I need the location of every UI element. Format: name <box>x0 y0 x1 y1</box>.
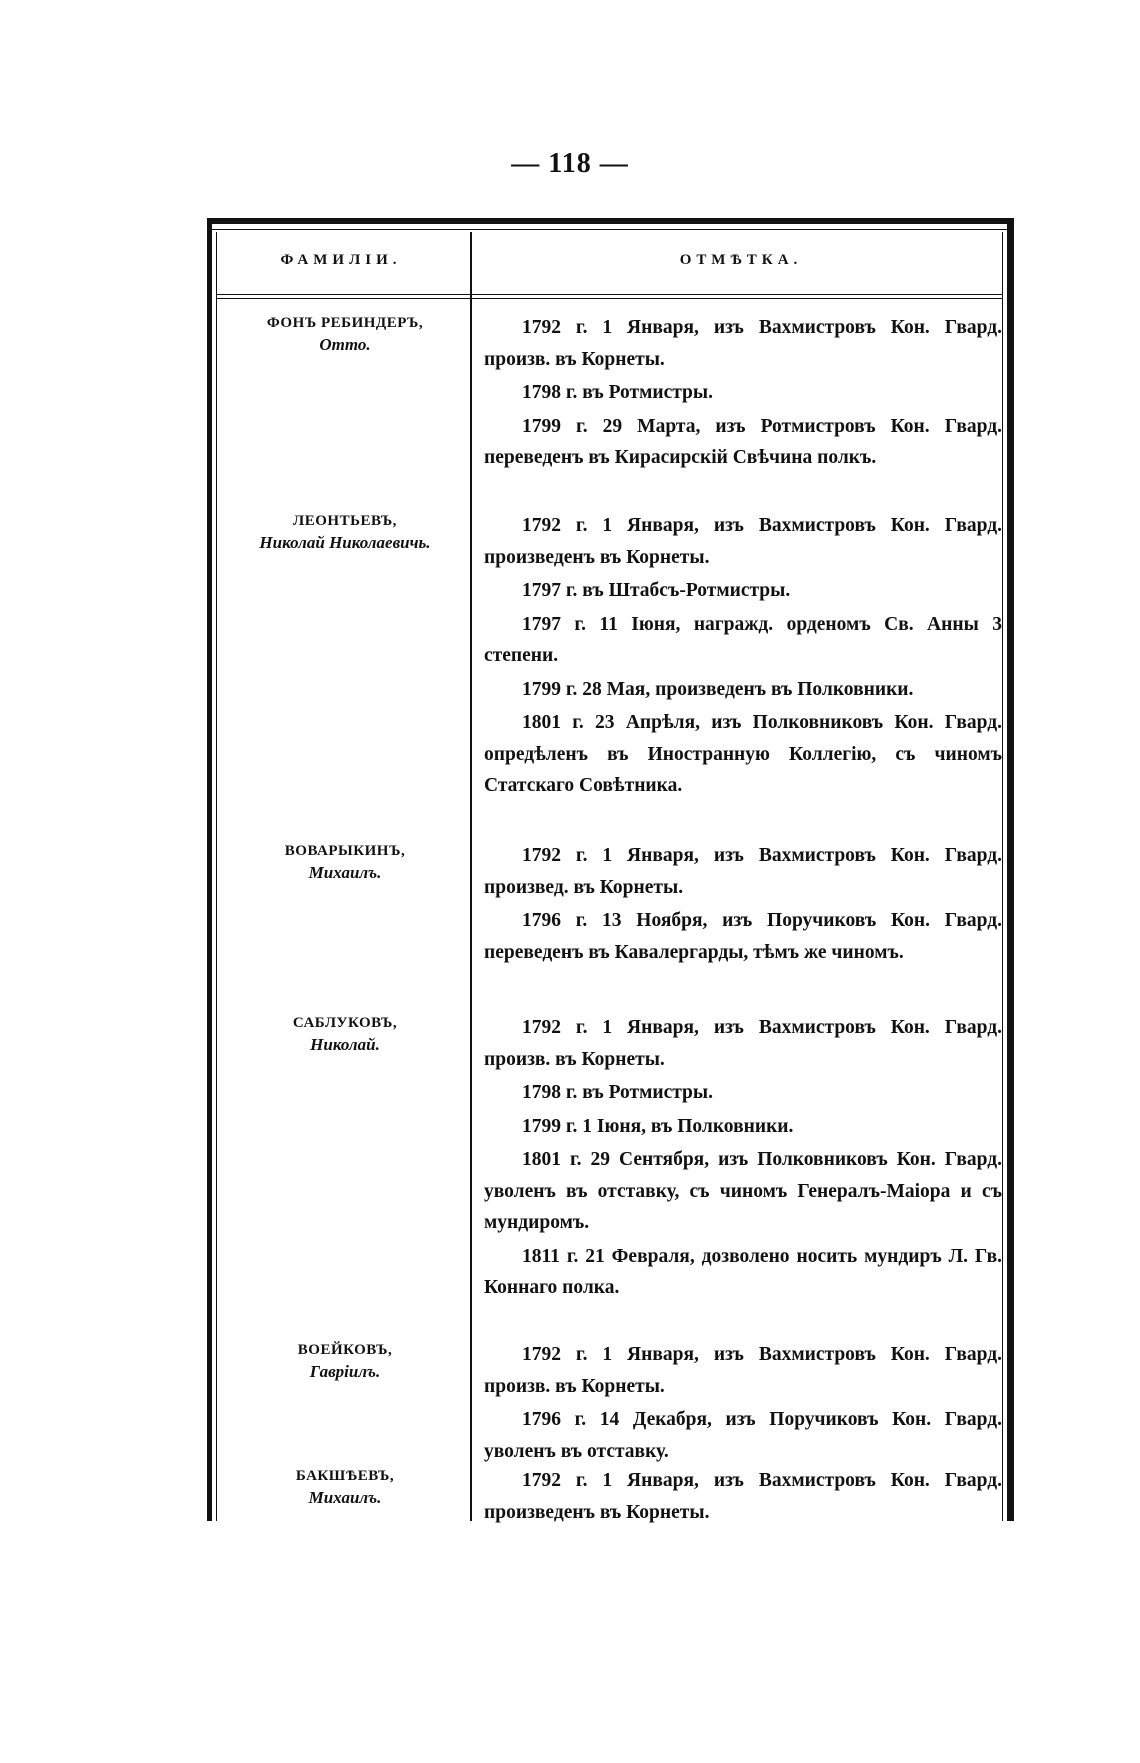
note-line: 1792 г. 1 Января, изъ Вахмистровъ Кон. Гвард. произв. въ Корнеты. <box>484 1017 1002 1070</box>
given-name: Михаилъ. <box>308 1488 382 1507</box>
page-number: — 118 — <box>511 148 629 179</box>
note-line: 1796 г. 13 Ноября, изъ Поручиковъ Кон. Гвард. переведенъ въ Кавалергарды, тѣмъ же чиномъ. <box>484 910 1002 963</box>
surname: ВОВАРЫКИНЪ, <box>284 843 406 859</box>
name-cell <box>220 312 470 356</box>
surname: БАКШѢЕВЪ, <box>295 1468 395 1484</box>
given-name: Гавріилъ. <box>309 1362 381 1381</box>
note-line: 1792 г. 1 Января, изъ Вахмистровъ Кон. Гвард. произвед. въ Корнеты. <box>484 845 1002 898</box>
name-cell <box>220 1465 470 1509</box>
note-line: 1792 г. 1 Января, изъ Вахмистровъ Кон. Гвард. произведенъ въ Корнеты. <box>484 515 1002 568</box>
surname: ВОЕЙКОВЪ, <box>297 1342 393 1358</box>
note-line: 1792 г. 1 Января, изъ Вахмистровъ Кон. Гвард. произв. въ Корнеты. <box>484 1344 1002 1397</box>
note-line: 1797 г. 11 Іюня, награжд. орденомъ Св. Анны 3 степени. <box>484 613 1002 666</box>
name-cell <box>220 510 470 554</box>
column-divider <box>470 232 472 1521</box>
note-cell <box>484 1465 1002 1530</box>
surname: ФОНЪ РЕБИНДЕРЪ, <box>266 315 424 331</box>
surname: САБЛУКОВЪ, <box>292 1015 398 1031</box>
note-line: 1798 г. въ Ротмистры. <box>522 1082 714 1103</box>
note-line: 1799 г. 1 Іюня, въ Полковники. <box>522 1115 794 1137</box>
note-cell <box>484 312 1002 476</box>
note-cell <box>484 1012 1002 1306</box>
note-cell <box>484 1339 1002 1469</box>
given-name: Отто. <box>319 335 371 354</box>
note-cell <box>484 840 1002 970</box>
table-left-inner-rule <box>216 232 217 1521</box>
header-rule <box>216 294 1003 299</box>
note-line: 1801 г. 29 Сентября, изъ Полковниковъ Кон. Гвард. уволенъ въ отставку, съ чиномъ Генералъ-Маіора и съ мундиромъ. <box>484 1149 1002 1233</box>
surname: ЛЕОНТЬЕВЪ, <box>293 513 397 529</box>
note-line: 1792 г. 1 Января, изъ Вахмистровъ Кон. Гвард. произведенъ въ Корнеты. <box>484 1470 1002 1523</box>
name-cell <box>220 840 470 884</box>
given-name: Михаилъ. <box>308 863 382 882</box>
header-surnames: ФАМИЛІИ. <box>280 252 402 268</box>
note-line: 1798 г. въ Ротмистры. <box>522 382 714 403</box>
note-line: 1797 г. въ Штабсъ-Ротмистры. <box>522 580 791 601</box>
service-records-table <box>207 218 1014 1521</box>
given-name: Николай Николаевичь. <box>259 533 431 552</box>
note-line: 1792 г. 1 Января, изъ Вахмистровъ Кон. Гвард. произв. въ Корнеты. <box>484 317 1002 370</box>
note-line: 1799 г. 28 Мая, произведенъ въ Полковники. <box>522 678 914 700</box>
given-name: Николай. <box>310 1035 380 1054</box>
note-cell <box>484 510 1002 804</box>
name-cell <box>220 1012 470 1056</box>
table-right-inner-rule <box>1002 232 1003 1521</box>
note-line: 1799 г. 29 Марта, изъ Ротмистровъ Кон. Гвард. переведенъ въ Кирасирскій Свѣчина полкъ. <box>484 415 1002 468</box>
note-line: 1811 г. 21 Февраля, дозволено носить мундиръ Л. Гв. Коннаго полка. <box>484 1245 1002 1298</box>
name-cell <box>220 1339 470 1383</box>
header-notes: ОТМѢТКА. <box>679 252 803 268</box>
note-line: 1801 г. 23 Апрѣля, изъ Полковниковъ Кон. Гвард. опредѣленъ въ Иностранную Коллегію, съ чиномъ Статскаго Совѣтника. <box>484 712 1002 796</box>
table-top-rule <box>212 229 1007 230</box>
table-header <box>212 232 1007 292</box>
note-line: 1796 г. 14 Декабря, изъ Поручиковъ Кон. Гвард. уволенъ въ отставку. <box>484 1409 1002 1462</box>
